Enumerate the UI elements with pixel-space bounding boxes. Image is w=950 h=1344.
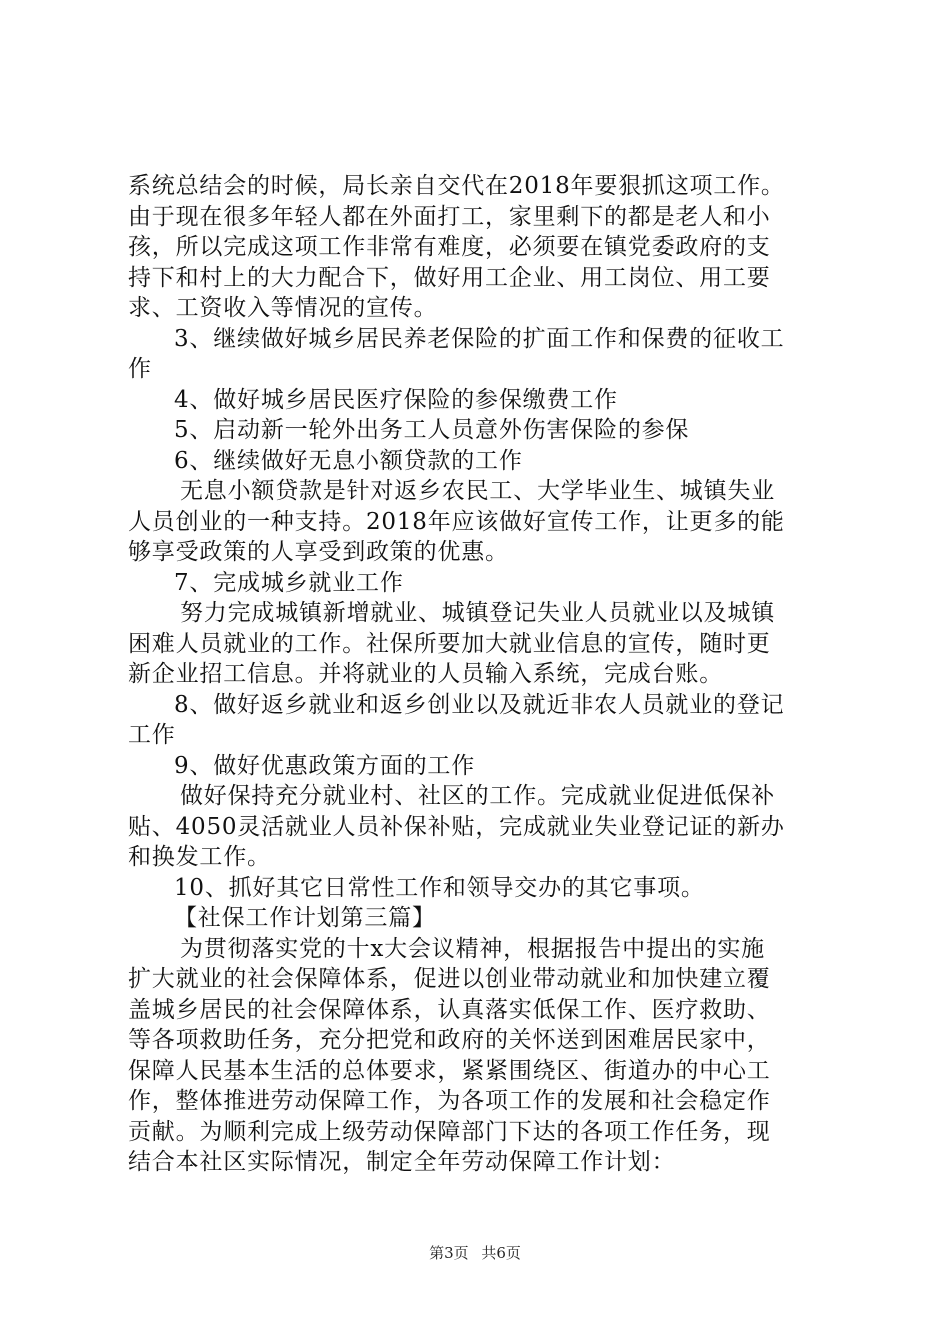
page-number: 第3页 xyxy=(429,1244,469,1262)
text-line: 作，整体推进劳动保障工作，为各项工作的发展和社会稳定作 xyxy=(128,1088,771,1114)
text-line: 保障人民基本生活的总体要求，紧紧围绕区、街道办的中心工 xyxy=(128,1057,771,1084)
text-line: 新企业招工信息。并将就业的人员输入系统，完成台账。 xyxy=(128,661,723,687)
text-line: 5、启动新一轮外出务工人员意外伤害保险的参保 xyxy=(174,417,690,443)
document-body xyxy=(128,171,832,1178)
text-line: 孩，所以完成这项工作非常有难度，必须要在镇党委政府的支 xyxy=(128,234,771,260)
text-line: 7、完成城乡就业工作 xyxy=(174,569,404,596)
text-line: 6、继续做好无息小额贷款的工作 xyxy=(174,447,523,474)
text-line: 等各项救助任务，充分把党和政府的关怀送到困难居民家中， xyxy=(128,1027,771,1053)
text-line: 3、继续做好城乡居民养老保险的扩面工作和保费的征收工 xyxy=(174,325,785,352)
text-line: 系统总结会的时候，局长亲自交代在2018年要狠抓这项工作。 xyxy=(128,173,785,199)
text-line: 【社保工作计划第三篇】 xyxy=(174,905,436,931)
text-line: 8、做好返乡就业和返乡创业以及就近非农人员就业的登记 xyxy=(174,691,785,718)
text-line: 做好保持充分就业村、社区的工作。完成就业促进低保补 xyxy=(180,783,775,809)
text-line: 困难人员就业的工作。社保所要加大就业信息的宣传，随时更 xyxy=(128,630,771,657)
text-line: 持下和村上的大力配合下，做好用工企业、用工岗位、用工要 xyxy=(128,264,771,291)
text-line: 贡献。为顺利完成上级劳动保障部门下达的各项工作任务，现 xyxy=(128,1118,771,1145)
text-line: 努力完成城镇新增就业、城镇登记失业人员就业以及城镇 xyxy=(180,600,775,626)
text-line: 人员创业的一种支持。2018年应该做好宣传工作，让更多的能 xyxy=(128,508,785,535)
page-total: 共6页 xyxy=(481,1244,521,1262)
text-line: 作 xyxy=(128,356,152,382)
text-line: 由于现在很多年轻人都在外面打工，家里剩下的都是老人和小 xyxy=(128,203,771,230)
text-line: 结合本社区实际情况，制定全年劳动保障工作计划： xyxy=(128,1149,676,1175)
text-line: 无息小额贷款是针对返乡农民工、大学毕业生、城镇失业 xyxy=(180,478,775,504)
text-line: 贴、4050灵活就业人员补保补贴，完成就业失业登记证的新办 xyxy=(128,813,785,840)
text-line: 盖城乡居民的社会保障体系，认真落实低保工作、医疗救助、 xyxy=(128,996,771,1023)
text-line: 4、做好城乡居民医疗保险的参保缴费工作 xyxy=(174,386,618,413)
text-line: 求、工资收入等情况的宣传。 xyxy=(128,295,438,321)
text-line: 10、抓好其它日常性工作和领导交办的其它事项。 xyxy=(174,874,705,901)
text-line: 为贯彻落实党的十x大会议精神，根据报告中提出的实施 xyxy=(180,935,765,962)
text-line: 工作 xyxy=(128,722,176,748)
text-line: 扩大就业的社会保障体系，促进以创业带动就业和加快建立覆 xyxy=(128,966,771,992)
text-line: 够享受政策的人享受到政策的优惠。 xyxy=(128,539,509,565)
page-footer xyxy=(0,1243,950,1263)
text-line: 9、做好优惠政策方面的工作 xyxy=(174,752,476,779)
text-line: 和换发工作。 xyxy=(128,844,271,870)
